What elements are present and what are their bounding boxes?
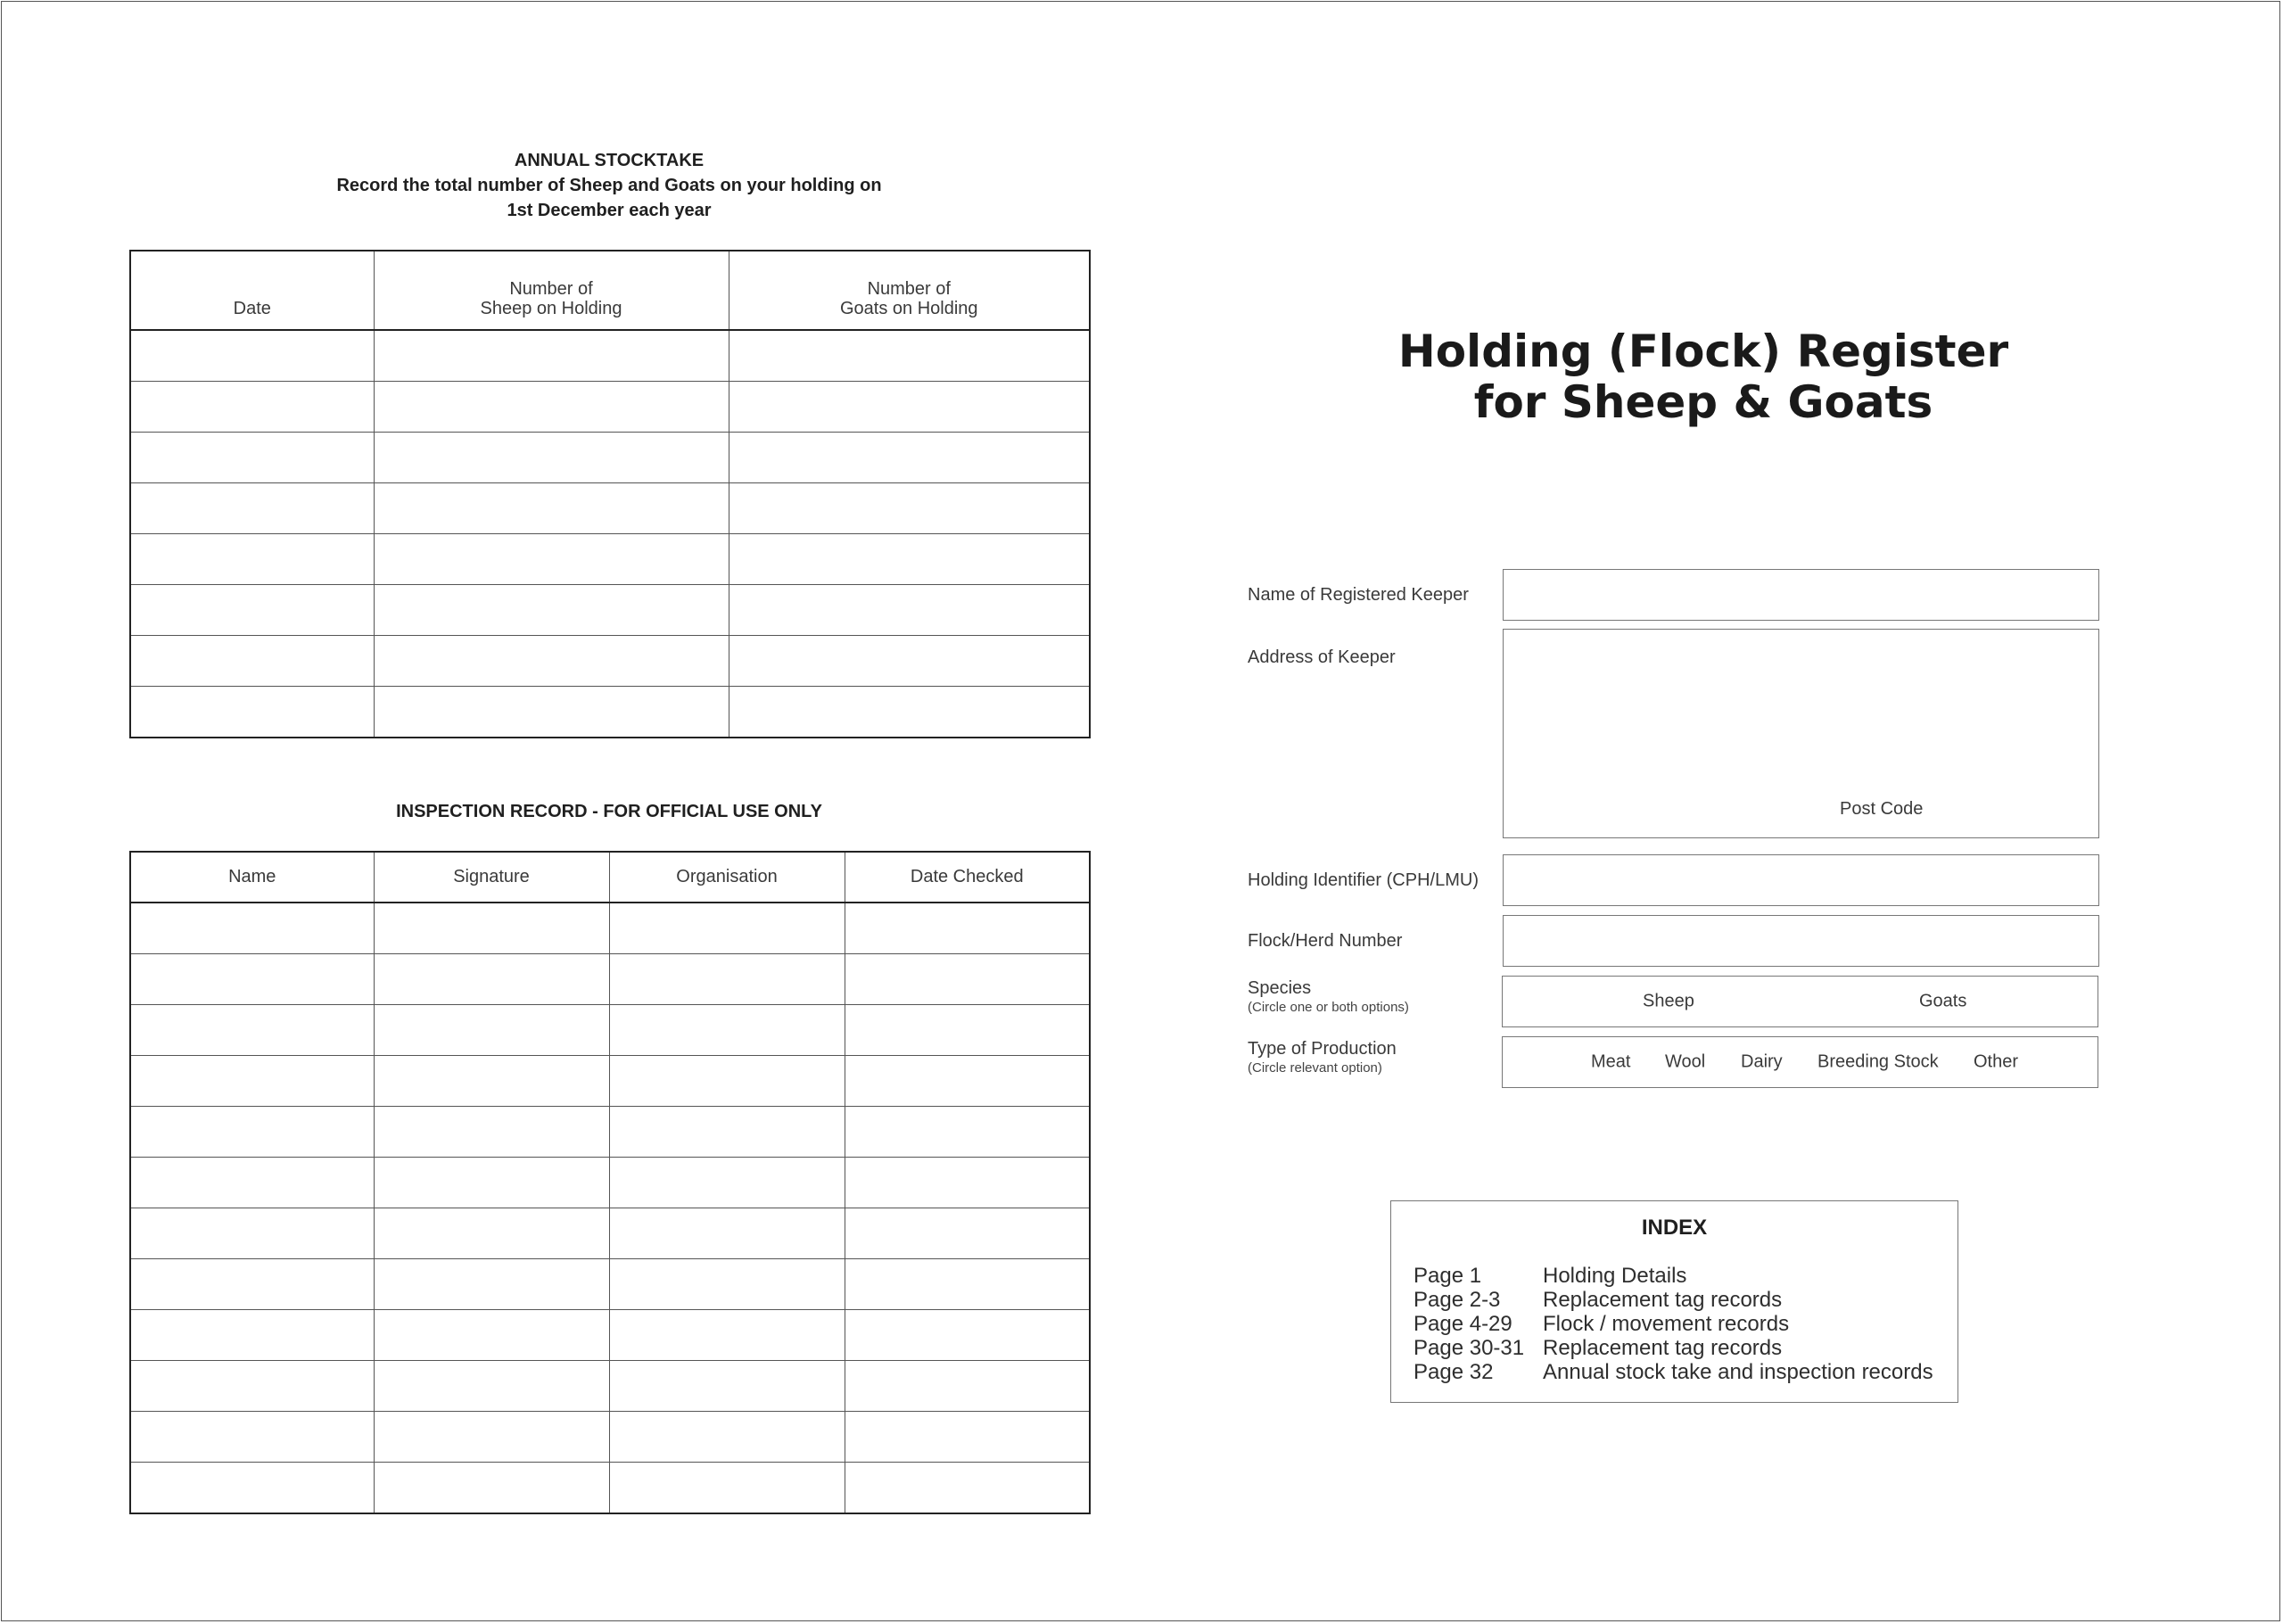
species-label-text: Species — [1248, 978, 1312, 998]
table-cell[interactable] — [374, 903, 609, 954]
stocktake-row — [130, 636, 1090, 687]
production-options-field — [1502, 1036, 2098, 1088]
table-cell[interactable] — [609, 1412, 845, 1463]
inspection-header-row — [130, 852, 1090, 903]
stocktake-title: ANNUAL STOCKTAKE — [514, 151, 705, 170]
table-cell[interactable] — [130, 1463, 374, 1514]
stocktake-row — [130, 433, 1090, 483]
keeper-address-label: Address of Keeper — [1248, 647, 1396, 667]
table-cell[interactable] — [609, 1158, 845, 1208]
table-cell[interactable] — [374, 1361, 609, 1412]
table-cell[interactable] — [729, 534, 1090, 585]
flock-number-field[interactable] — [1503, 915, 2099, 967]
table-cell[interactable] — [374, 1412, 609, 1463]
table-cell[interactable] — [845, 1412, 1090, 1463]
stocktake-header-row — [130, 251, 1090, 330]
table-cell[interactable] — [845, 1310, 1090, 1361]
table-cell[interactable] — [609, 954, 845, 1005]
production-option-meat[interactable]: Meat — [1591, 1051, 1631, 1072]
table-cell[interactable] — [729, 687, 1090, 738]
species-label — [1248, 978, 1409, 1015]
table-cell[interactable] — [130, 585, 374, 636]
production-label — [1248, 1039, 1397, 1076]
column-header-organisation: Organisation — [609, 852, 845, 903]
stocktake-row — [130, 382, 1090, 433]
table-cell[interactable] — [845, 1158, 1090, 1208]
inspection-rows — [130, 903, 1090, 1513]
inspection-row — [130, 1361, 1090, 1412]
index-entry — [1413, 1312, 1933, 1336]
index-list — [1413, 1264, 1933, 1384]
table-cell[interactable] — [609, 1005, 845, 1056]
table-cell[interactable] — [729, 433, 1090, 483]
inspection-row — [130, 1310, 1090, 1361]
table-cell[interactable] — [130, 954, 374, 1005]
production-option-wool[interactable]: Wool — [1665, 1051, 1706, 1072]
table-cell[interactable] — [130, 330, 374, 382]
flock-number-label: Flock/Herd Number — [1248, 931, 1403, 951]
table-cell[interactable] — [374, 433, 729, 483]
stocktake-instruction-line2: 1st December each year — [507, 201, 712, 220]
column-header-signature: Signature — [374, 852, 609, 903]
index-box — [1390, 1200, 1958, 1403]
table-cell[interactable] — [130, 1208, 374, 1259]
table-cell[interactable] — [845, 1056, 1090, 1107]
production-option-breeding-stock[interactable]: Breeding Stock — [1817, 1051, 1939, 1072]
table-cell[interactable] — [374, 1158, 609, 1208]
column-header-sheep: Number of Sheep on Holding — [374, 251, 729, 330]
table-cell[interactable] — [130, 1259, 374, 1310]
table-cell[interactable] — [130, 433, 374, 483]
stocktake-row — [130, 534, 1090, 585]
index-page-number: Page 2-3 — [1413, 1288, 1501, 1312]
inspection-row — [130, 1107, 1090, 1158]
inspection-row — [130, 1208, 1090, 1259]
table-cell[interactable] — [130, 1158, 374, 1208]
table-cell[interactable] — [374, 1005, 609, 1056]
production-note: (Circle relevant option) — [1248, 1060, 1382, 1076]
table-cell[interactable] — [374, 330, 729, 382]
keeper-name-label: Name of Registered Keeper — [1248, 585, 1469, 605]
holding-identifier-field[interactable] — [1503, 854, 2099, 906]
register-title-line1: Holding (Flock) Register — [1397, 326, 2009, 377]
stocktake-instruction-line1: Record the total number of Sheep and Goats on your holding on — [336, 176, 882, 195]
column-header-date-checked: Date Checked — [845, 852, 1090, 903]
column-header-goats: Number of Goats on Holding — [729, 251, 1090, 330]
table-cell[interactable] — [374, 382, 729, 433]
table-cell[interactable] — [374, 1107, 609, 1158]
table-cell[interactable] — [130, 1310, 374, 1361]
index-page-number: Page 4-29 — [1413, 1312, 1512, 1336]
stocktake-table — [129, 250, 1091, 738]
stocktake-row — [130, 687, 1090, 738]
index-page-number: Page 32 — [1413, 1360, 1494, 1384]
stocktake-row — [130, 330, 1090, 382]
inspection-row — [130, 1463, 1090, 1514]
table-cell[interactable] — [845, 1107, 1090, 1158]
register-title — [1347, 326, 2060, 428]
index-page-number: Page 1 — [1413, 1264, 1482, 1288]
index-description: Replacement tag records — [1543, 1336, 1783, 1360]
table-cell[interactable] — [845, 954, 1090, 1005]
production-option-dairy[interactable]: Dairy — [1741, 1051, 1783, 1072]
column-header-date: Date — [130, 251, 374, 330]
inspection-row — [130, 954, 1090, 1005]
table-cell[interactable] — [130, 636, 374, 687]
index-entry — [1413, 1336, 1933, 1360]
table-cell[interactable] — [374, 1056, 609, 1107]
table-cell[interactable] — [729, 330, 1090, 382]
table-cell[interactable] — [374, 1208, 609, 1259]
table-cell[interactable] — [130, 1005, 374, 1056]
inspection-row — [130, 1005, 1090, 1056]
table-cell[interactable] — [845, 1208, 1090, 1259]
table-cell[interactable] — [374, 1259, 609, 1310]
table-cell[interactable] — [729, 382, 1090, 433]
index-description: Holding Details — [1543, 1264, 1687, 1288]
table-cell[interactable] — [130, 1107, 374, 1158]
index-description: Flock / movement records — [1543, 1312, 1790, 1336]
table-cell[interactable] — [374, 585, 729, 636]
species-option-sheep[interactable]: Sheep — [1643, 991, 1694, 1011]
index-description: Replacement tag records — [1543, 1288, 1783, 1312]
index-description: Annual stock take and inspection records — [1543, 1360, 1933, 1384]
table-cell[interactable] — [845, 1259, 1090, 1310]
inspection-row — [130, 903, 1090, 954]
table-cell[interactable] — [374, 636, 729, 687]
table-cell[interactable] — [374, 1463, 609, 1514]
inspection-heading: INSPECTION RECORD - FOR OFFICIAL USE ONLY — [396, 802, 822, 821]
table-cell[interactable] — [609, 1310, 845, 1361]
table-cell[interactable] — [130, 903, 374, 954]
register-title-line2: for Sheep & Goats — [1473, 376, 1933, 428]
post-code-label: Post Code — [1840, 799, 1924, 819]
table-cell[interactable] — [130, 1412, 374, 1463]
keeper-address-field[interactable] — [1503, 629, 2099, 838]
index-entry — [1413, 1288, 1933, 1312]
index-entry — [1413, 1264, 1933, 1288]
table-cell[interactable] — [845, 1005, 1090, 1056]
table-cell[interactable] — [374, 1310, 609, 1361]
table-cell[interactable] — [729, 585, 1090, 636]
table-cell[interactable] — [609, 903, 845, 954]
table-cell[interactable] — [609, 1107, 845, 1158]
table-cell[interactable] — [609, 1259, 845, 1310]
table-cell[interactable] — [374, 687, 729, 738]
table-cell[interactable] — [374, 483, 729, 534]
column-header-name: Name — [130, 852, 374, 903]
table-cell[interactable] — [130, 483, 374, 534]
inspection-row — [130, 1158, 1090, 1208]
index-entry — [1413, 1360, 1933, 1384]
index-page-number: Page 30-31 — [1413, 1336, 1525, 1360]
species-note: (Circle one or both options) — [1248, 1000, 1409, 1015]
inspection-row — [130, 1412, 1090, 1463]
table-cell[interactable] — [609, 1463, 845, 1514]
table-cell[interactable] — [845, 1463, 1090, 1514]
species-options-field — [1502, 976, 2098, 1027]
table-cell[interactable] — [609, 1361, 845, 1412]
table-cell[interactable] — [729, 483, 1090, 534]
table-cell[interactable] — [374, 954, 609, 1005]
stocktake-row — [130, 483, 1090, 534]
stocktake-row — [130, 585, 1090, 636]
keeper-name-field[interactable] — [1503, 569, 2099, 621]
table-cell[interactable] — [845, 1361, 1090, 1412]
inspection-row — [130, 1259, 1090, 1310]
production-label-text: Type of Production — [1248, 1039, 1397, 1059]
stocktake-rows — [130, 330, 1090, 738]
index-title: INDEX — [1641, 1216, 1708, 1240]
table-cell[interactable] — [845, 903, 1090, 954]
table-cell[interactable] — [130, 1361, 374, 1412]
table-cell[interactable] — [130, 382, 374, 433]
table-cell[interactable] — [609, 1056, 845, 1107]
table-cell[interactable] — [130, 534, 374, 585]
stocktake-heading — [129, 148, 1089, 223]
inspection-row — [130, 1056, 1090, 1107]
table-cell[interactable] — [609, 1208, 845, 1259]
table-cell[interactable] — [130, 1056, 374, 1107]
inspection-table — [129, 851, 1091, 1514]
table-cell[interactable] — [130, 687, 374, 738]
production-option-other[interactable]: Other — [1974, 1051, 2019, 1072]
table-cell[interactable] — [374, 534, 729, 585]
holding-identifier-label: Holding Identifier (CPH/LMU) — [1248, 870, 1479, 890]
table-cell[interactable] — [729, 636, 1090, 687]
species-option-goats[interactable]: Goats — [1919, 991, 1967, 1011]
